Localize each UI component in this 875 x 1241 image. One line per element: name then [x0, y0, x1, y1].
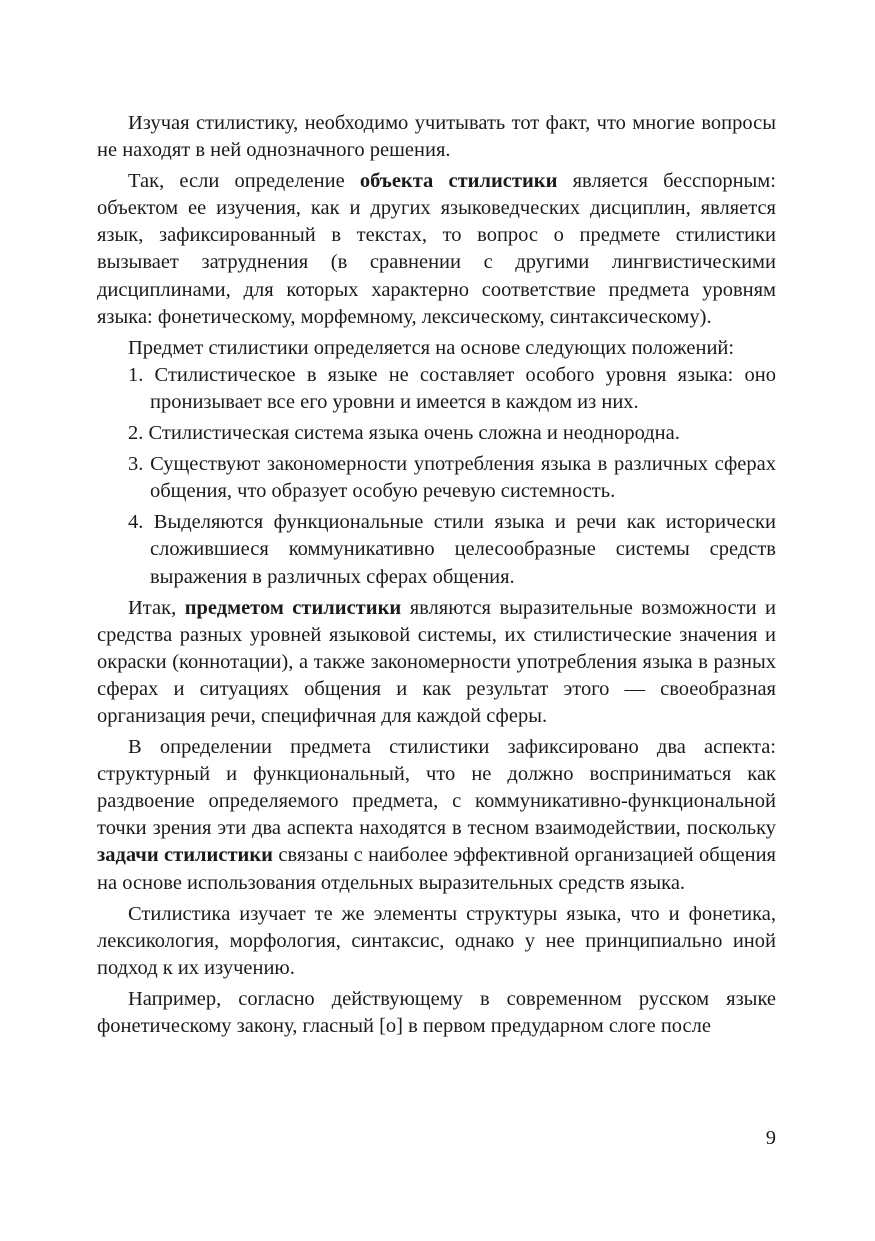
body-text: [97, 110, 776, 1040]
paragraph-4: [97, 595, 776, 730]
list-item-text: Стилистическая система языка очень сложна и неоднородна.: [148, 422, 680, 445]
positions-list: [97, 362, 776, 591]
paragraph-1: [97, 110, 776, 164]
paragraph-6: [97, 901, 776, 982]
list-item-number: 1.: [128, 363, 144, 386]
paragraph-4-rest: являются выразительные возможности и средства разных уровней языковой системы, их стилистические значения и окраски (коннотации), а также закономерности употребления языка в разных сферах и ситуациях общения и как результат этого — своеобразная организация речи, специфичная для каждой сферы.: [97, 596, 777, 727]
paragraph-3-text: Предмет стилистики определяется на основе следующих положений:: [128, 336, 735, 359]
paragraph-5-rest: связаны с наиболее эффективной организацией общения на основе использования отдельных выразительных средств языка.: [97, 844, 776, 894]
list-item-text: Стилистическое в языке не составляет особого уровня языка: оно пронизывает все его уровни и имеется в каждом из них.: [150, 363, 776, 413]
list-item-text: Существуют закономерности употребления языка в различных сферах общения, что образует особую речевую системность.: [150, 453, 777, 503]
list-item-number: 2.: [128, 422, 144, 445]
page-number: 9: [765, 1127, 776, 1149]
list-item: [97, 420, 776, 447]
paragraph-6-text: Стилистика изучает те же элементы структуры языка, что и фонетика, лексикология, морфология, синтаксис, однако у нее принципиально иной подход к их изучению.: [97, 902, 776, 979]
paragraph-5-lead: В определении предмета стилистики зафиксировано два аспекта: структурный и функциональный, что не должно восприниматься как раздвоение определяемого предмета, с коммуникативно-функциональной точки зрения эти два аспекта находятся в тесном взаимодействии, поскольку: [97, 736, 776, 840]
list-item: [97, 362, 776, 416]
term-stylistics-subject: предметом стилистики: [184, 596, 402, 619]
list-item: [97, 509, 776, 590]
list-item-text: Выделяются функциональные стили языка и речи как исторически сложившиеся коммуникативно целесообразные системы средств выражения в различных сферах общения.: [150, 511, 776, 588]
paragraph-2-lead: Так, если определение: [128, 170, 360, 193]
list-item-number: 3.: [128, 453, 144, 476]
list-item: [97, 451, 776, 505]
paragraph-3: [97, 335, 776, 362]
paragraph-2: [97, 168, 776, 331]
list-item-number: 4.: [128, 511, 144, 534]
paragraph-4-lead: Итак,: [128, 596, 185, 619]
paragraph-1-text: Изучая стилистику, необходимо учитывать тот факт, что многие вопросы не находят в ней однозначного решения.: [97, 112, 776, 162]
term-stylistics-tasks: задачи стилистики: [97, 844, 273, 867]
paragraph-5: [97, 734, 776, 897]
paragraph-2-rest: является бесспорным: объектом ее изучения, как и других языковедческих дисциплин, является язык, зафиксированный в текстах, то вопрос о предмете стилистики вызывает затруднения (в сравнении с другими лингвистическими дисциплинами, для которых характерно соответствие предмета уровням языка: фонетическому, морфемному, лексическому, синтаксическому).: [97, 170, 776, 328]
paragraph-7: [97, 986, 776, 1040]
term-stylistics-object: объекта стилистики: [359, 170, 558, 193]
paragraph-7-text: Например, согласно действующему в современном русском языке фонетическому закону, гласный [о] в первом предударном слоге после: [97, 987, 776, 1037]
